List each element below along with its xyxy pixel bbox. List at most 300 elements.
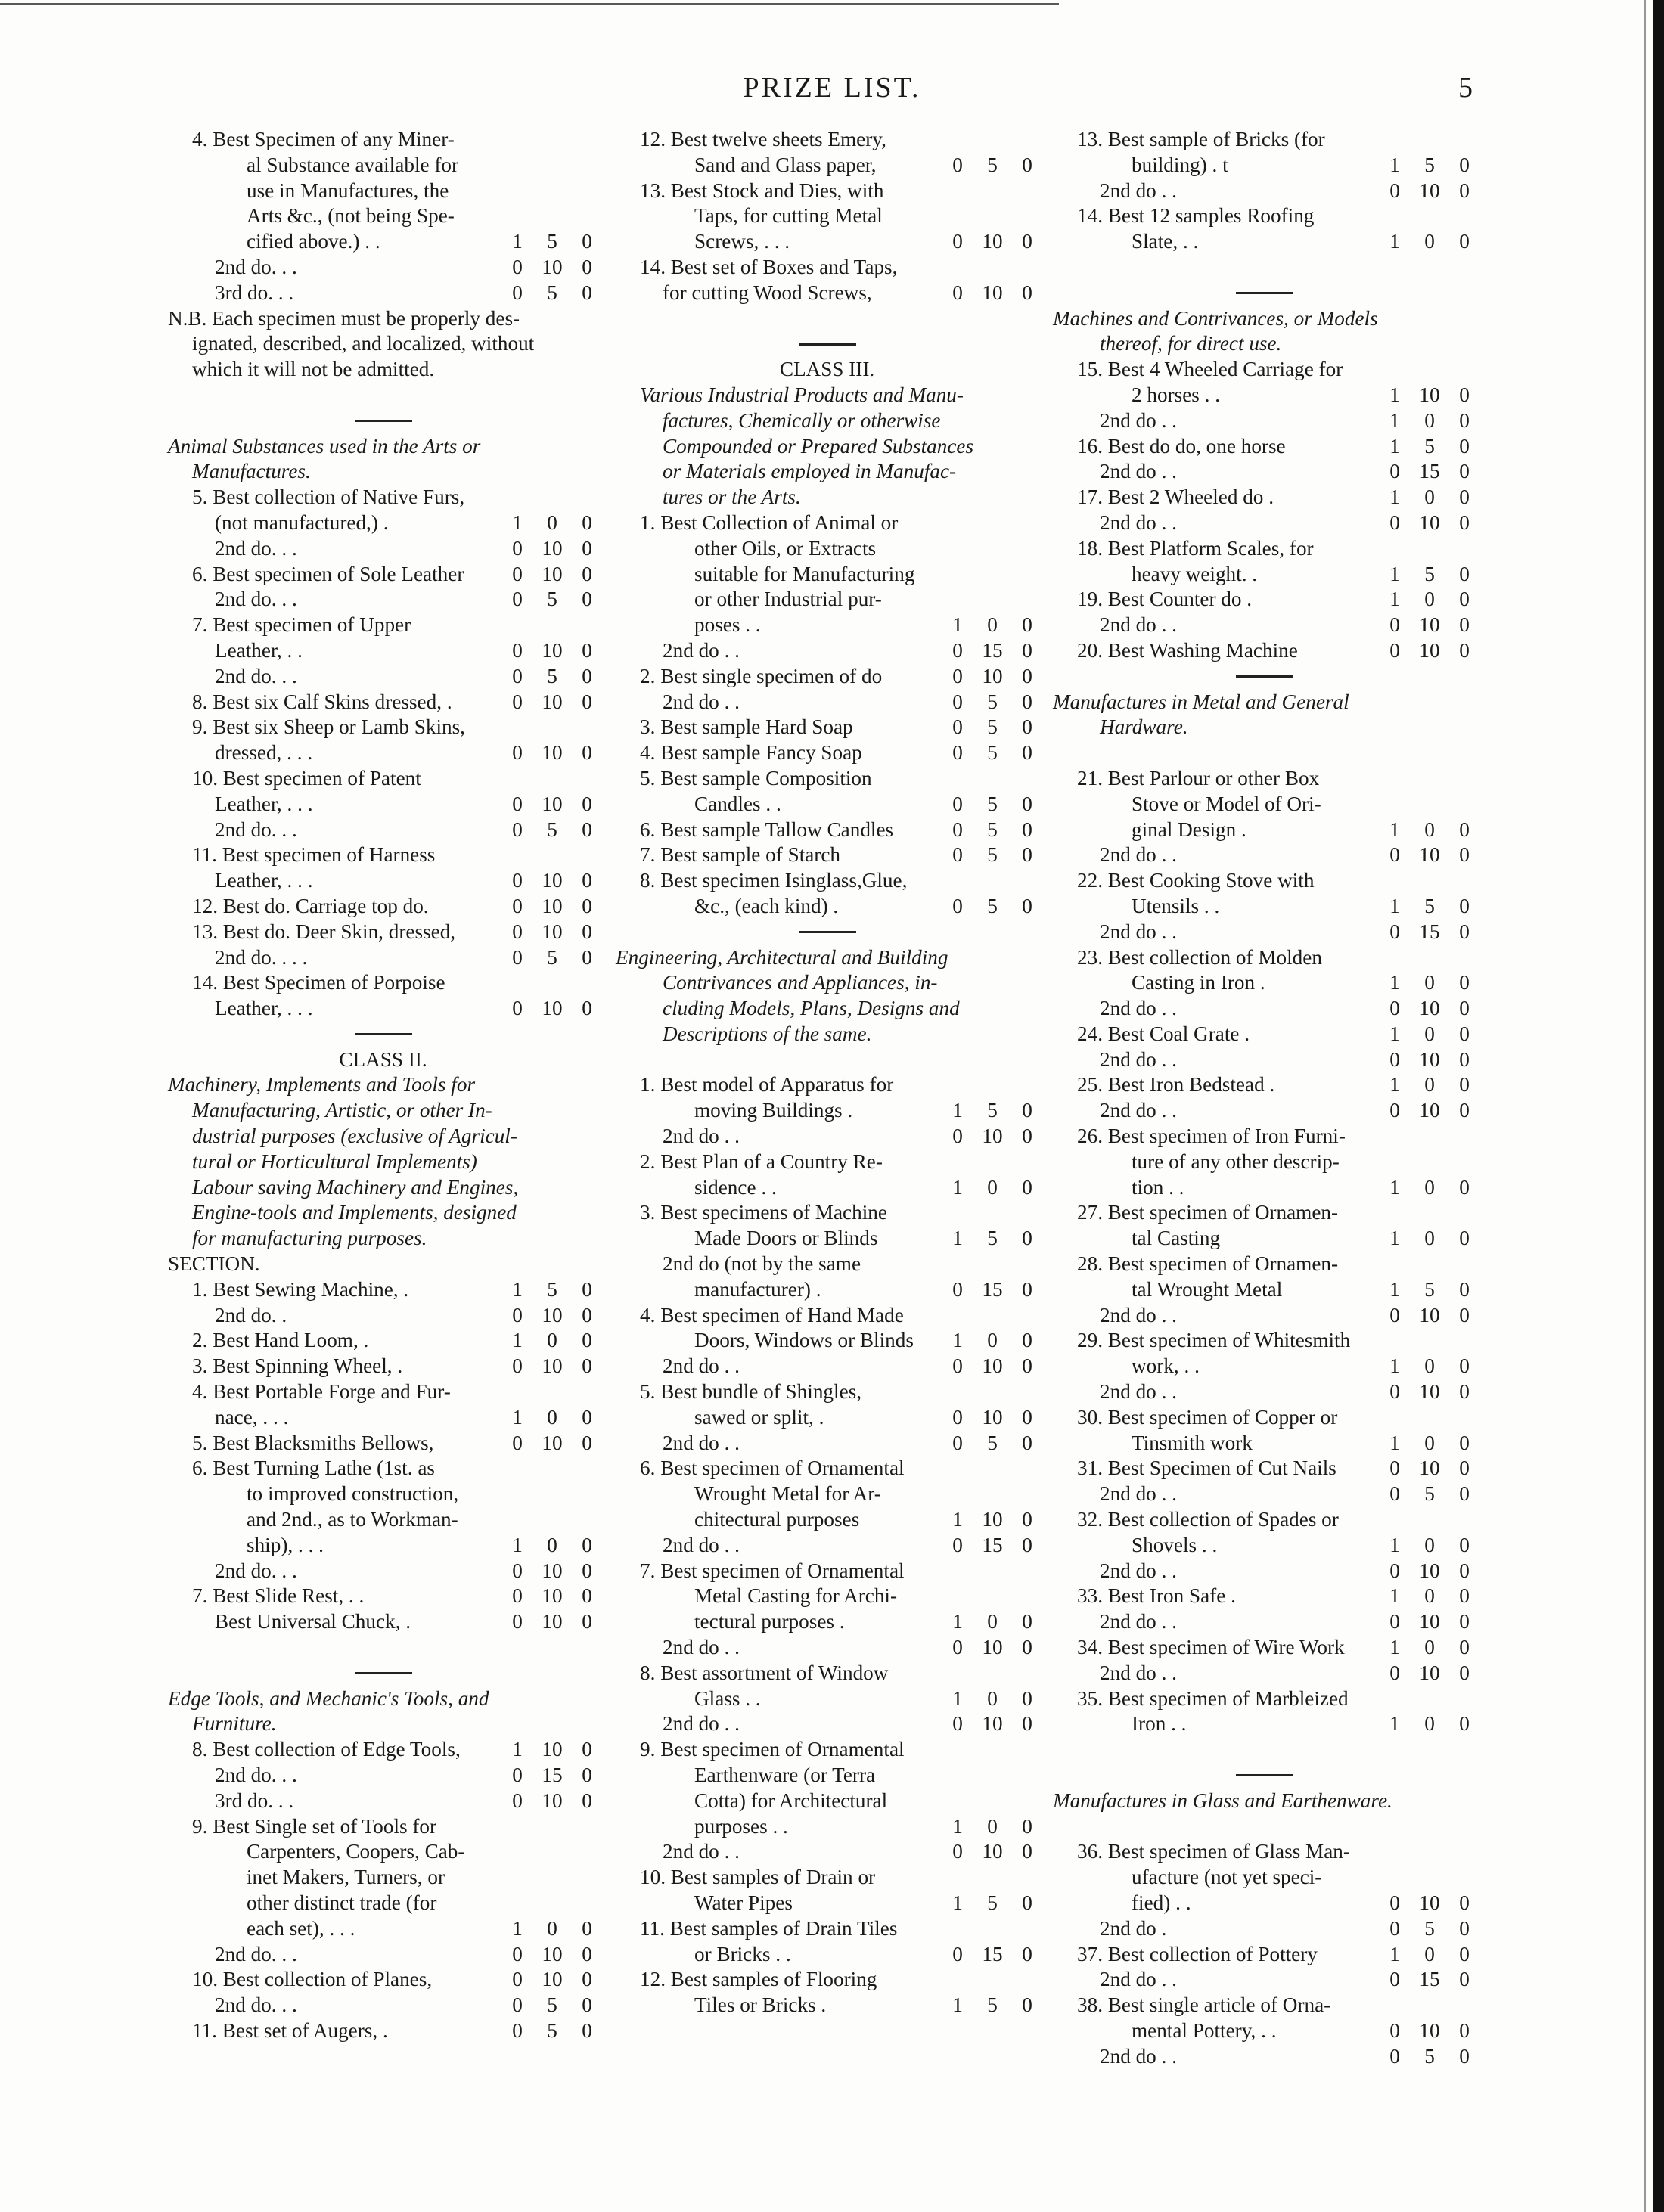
amount-pounds: 1	[952, 1099, 963, 1122]
amount-shillings: 10	[1419, 638, 1440, 662]
line-text: Iron . .	[1132, 1712, 1187, 1736]
prize-line	[1047, 613, 1482, 638]
line-text: 7. Best specimen of Ornamental	[640, 1559, 905, 1582]
line-text: Hardware.	[1100, 715, 1188, 739]
amount-pounds: 1	[952, 1993, 963, 2017]
amount-shillings: 5	[547, 1277, 557, 1301]
prize-line	[162, 1405, 604, 1431]
amount-pence: 0	[1022, 1814, 1032, 1838]
amount-pounds: 1	[1389, 408, 1400, 432]
amount-pence: 0	[582, 920, 592, 943]
prize-line	[1047, 1507, 1482, 1533]
line-text: 13. Best sample of Bricks (for	[1077, 128, 1325, 150]
prize-line	[1047, 817, 1482, 843]
amount-pence: 0	[582, 1277, 592, 1301]
prize-line	[162, 1456, 604, 1481]
prize-line	[1047, 894, 1482, 920]
line-text: 2nd do .	[1100, 1916, 1167, 1940]
prize-line	[1047, 1839, 1482, 1865]
line-text: ignated, described, and localized, without	[192, 332, 535, 355]
amount-pounds: 0	[512, 1968, 523, 1991]
amount-pounds: 0	[512, 894, 523, 917]
line-text: 30. Best specimen of Copper or	[1077, 1405, 1338, 1429]
line-text: work, . .	[1132, 1354, 1200, 1378]
category-heading-line	[162, 459, 604, 485]
prize-line	[610, 127, 1045, 153]
prize-line	[162, 1763, 604, 1789]
amount-shillings: 5	[1424, 153, 1435, 176]
line-text: 16. Best do do, one horse	[1077, 434, 1286, 458]
prize-line	[1047, 357, 1482, 383]
amount-pence: 0	[1022, 1840, 1032, 1863]
amount-pence: 0	[1459, 2044, 1470, 2068]
amount-shillings: 0	[1424, 817, 1435, 841]
prize-line	[610, 1252, 1045, 1277]
line-text: 5. Best Blacksmiths Bellows,	[192, 1431, 434, 1454]
prize-line	[162, 1354, 604, 1379]
line-text: Manufactures in Metal and General	[1053, 690, 1349, 713]
line-text: sawed or split, .	[694, 1405, 824, 1429]
amount-pounds: 1	[952, 1891, 963, 1914]
amount-pence: 0	[582, 817, 592, 841]
amount-pence: 0	[582, 1533, 592, 1556]
amount-pounds: 0	[1389, 613, 1400, 637]
amount-pounds: 1	[1389, 562, 1400, 585]
spacer	[1047, 1814, 1482, 1840]
prize-line	[610, 1814, 1045, 1840]
line-text: 3. Best sample Hard Soap	[640, 715, 853, 739]
amount-pounds: 0	[512, 1559, 523, 1582]
line-text: 11. Best samples of Drain Tiles	[640, 1916, 898, 1940]
amount-pence: 0	[1459, 562, 1470, 585]
prize-line	[610, 740, 1045, 766]
amount-pence: 0	[1022, 1175, 1032, 1199]
amount-pence: 0	[582, 562, 592, 585]
line-text: 3rd do. . .	[215, 1789, 294, 1812]
prize-line	[610, 1226, 1045, 1252]
amount-pence: 0	[1459, 1610, 1470, 1633]
prize-line	[1047, 203, 1482, 229]
prize-line	[162, 1328, 604, 1354]
amount-pounds: 1	[512, 510, 523, 534]
amount-shillings: 10	[982, 1840, 1003, 1863]
amount-pounds: 1	[1389, 1227, 1400, 1250]
prize-line	[610, 1993, 1045, 2018]
prize-line	[162, 1584, 604, 1609]
amount-pounds: 0	[952, 1431, 963, 1454]
amount-pounds: 0	[952, 153, 963, 176]
prize-line	[162, 1481, 604, 1507]
prize-line	[162, 842, 604, 868]
line-text: 38. Best single article of Orna-	[1077, 1993, 1331, 2017]
line-text: Screws, . . .	[694, 230, 790, 253]
line-text: 6. Best specimen of Sole Leather	[192, 562, 464, 585]
prize-line	[162, 638, 604, 664]
line-text: fied) . .	[1132, 1891, 1191, 1914]
amount-pounds: 0	[1389, 1610, 1400, 1633]
line-text: 27. Best specimen of Ornamen-	[1077, 1201, 1339, 1224]
amount-pence: 0	[1459, 1354, 1470, 1378]
amount-pence: 0	[582, 1431, 592, 1454]
amount-pounds: 0	[512, 1789, 523, 1812]
line-text: 2nd do . .	[1100, 1610, 1177, 1633]
prize-line	[610, 1507, 1045, 1533]
line-text: heavy weight. .	[1132, 562, 1258, 585]
amount-pounds: 0	[952, 1840, 963, 1863]
line-text: 7. Best specimen of Upper	[192, 613, 411, 637]
line-text: 2nd do . .	[663, 1431, 740, 1454]
amount-shillings: 5	[987, 1099, 998, 1122]
amount-pounds: 0	[1389, 1559, 1400, 1582]
category-heading-line	[162, 1200, 604, 1226]
spacer	[162, 1635, 604, 1661]
amount-pence: 0	[1022, 664, 1032, 687]
amount-pounds: 1	[1389, 1431, 1400, 1454]
line-text: Leather, . . .	[215, 869, 313, 892]
amount-shillings: 10	[982, 1405, 1003, 1429]
amount-shillings: 10	[982, 664, 1003, 687]
amount-shillings: 10	[1419, 510, 1440, 534]
line-text: 28. Best specimen of Ornamen-	[1077, 1252, 1339, 1276]
prize-line	[1047, 1379, 1482, 1405]
prize-line	[1047, 1252, 1482, 1277]
amount-pounds: 0	[952, 1405, 963, 1429]
amount-pounds: 1	[1389, 1584, 1400, 1608]
amount-shillings: 10	[1419, 1610, 1440, 1633]
category-heading-line	[162, 434, 604, 460]
amount-pounds: 0	[1389, 460, 1400, 483]
line-text: Best Universal Chuck, .	[215, 1610, 411, 1633]
prize-line	[162, 945, 604, 971]
amount-shillings: 5	[987, 792, 998, 815]
amount-pounds: 0	[952, 281, 963, 304]
line-text: 3. Best specimens of Machine	[640, 1201, 887, 1224]
line-text: 32. Best collection of Spades or	[1077, 1508, 1339, 1531]
amount-shillings: 0	[1424, 1533, 1435, 1556]
category-heading-line	[162, 1098, 604, 1124]
line-text: 33. Best Iron Safe .	[1077, 1584, 1236, 1608]
line-text: Cotta) for Architectural	[694, 1789, 888, 1812]
amount-shillings: 0	[987, 1175, 998, 1199]
line-text: nace, . . .	[215, 1405, 289, 1429]
amount-shillings: 10	[982, 1125, 1003, 1148]
amount-pence: 0	[1459, 486, 1470, 509]
amount-pounds: 0	[952, 715, 963, 739]
amount-shillings: 5	[987, 153, 998, 176]
line-text: Edge Tools, and Mechanic's Tools, and	[168, 1686, 489, 1710]
prize-line	[162, 1891, 604, 1916]
amount-pence: 0	[582, 1584, 592, 1608]
amount-pence: 0	[1022, 613, 1032, 637]
prize-line	[1047, 1686, 1482, 1712]
category-heading-line	[1047, 1789, 1482, 1814]
line-text: Water Pipes	[694, 1891, 793, 1914]
amount-shillings: 10	[542, 1303, 563, 1326]
prize-line	[610, 842, 1045, 868]
section-divider	[1047, 281, 1482, 306]
amount-shillings: 5	[547, 945, 557, 969]
prize-line	[1047, 766, 1482, 792]
prize-line	[162, 1431, 604, 1457]
amount-shillings: 10	[1419, 1047, 1440, 1071]
amount-pounds: 0	[952, 843, 963, 867]
line-text: to improved construction,	[247, 1482, 459, 1506]
prize-line	[610, 1942, 1045, 1968]
page-title: PRIZE LIST.	[743, 72, 921, 104]
line-text: Utensils . .	[1132, 894, 1220, 917]
prize-line	[162, 1789, 604, 1814]
prize-line	[1047, 1200, 1482, 1226]
line-text: 24. Best Coal Grate .	[1077, 1022, 1250, 1045]
prize-line	[162, 2018, 604, 2044]
amount-shillings: 5	[987, 894, 998, 917]
amount-pounds: 0	[512, 664, 523, 687]
amount-pence: 0	[1459, 588, 1470, 611]
line-text: Arts &c., (not being Spe-	[247, 204, 455, 228]
section-divider	[162, 408, 604, 434]
amount-shillings: 15	[1419, 920, 1440, 943]
line-text: Tiles or Bricks .	[694, 1993, 827, 2017]
prize-line	[162, 536, 604, 562]
prize-line	[610, 1354, 1045, 1379]
amount-pence: 0	[1022, 281, 1032, 304]
amount-shillings: 5	[1424, 562, 1435, 585]
line-text: factures, Chemically or otherwise	[663, 408, 941, 432]
prize-line	[610, 1431, 1045, 1457]
amount-pounds: 0	[512, 817, 523, 841]
amount-pounds: 0	[512, 1942, 523, 1965]
prize-line	[610, 613, 1045, 638]
line-text: Leather, . . .	[215, 997, 313, 1020]
line-text: 35. Best specimen of Marbleized	[1077, 1686, 1349, 1710]
line-text: and 2nd., as to Workman-	[247, 1508, 458, 1531]
amount-shillings: 0	[987, 1814, 998, 1838]
prize-line	[610, 1686, 1045, 1712]
prize-line	[162, 1609, 604, 1635]
amount-shillings: 10	[1419, 178, 1440, 202]
line-text: 2nd do . .	[1100, 1099, 1177, 1122]
prize-line	[610, 1584, 1045, 1609]
prize-line	[610, 1533, 1045, 1559]
prize-line	[610, 690, 1045, 715]
amount-shillings: 10	[542, 792, 563, 815]
amount-pence: 0	[1459, 613, 1470, 637]
line-text: 2nd do . .	[1100, 920, 1177, 943]
amount-shillings: 15	[1419, 1968, 1440, 1991]
line-text: 12. Best samples of Flooring	[640, 1968, 877, 1991]
amount-pence: 0	[1459, 460, 1470, 483]
amount-shillings: 5	[987, 741, 998, 765]
amount-pounds: 0	[952, 690, 963, 713]
category-heading-line	[610, 485, 1045, 510]
amount-pounds: 1	[1389, 1533, 1400, 1556]
amount-pounds: 0	[1389, 2044, 1400, 2068]
prize-line	[610, 1737, 1045, 1763]
line-text: Manufactures.	[192, 460, 311, 483]
amount-shillings: 10	[982, 1354, 1003, 1378]
amount-pounds: 1	[1389, 588, 1400, 611]
line-text: ginal Design .	[1132, 817, 1246, 841]
line-text: 6. Best specimen of Ornamental	[640, 1457, 905, 1480]
prize-line	[1047, 920, 1482, 945]
amount-shillings: 10	[542, 1968, 563, 1991]
amount-pounds: 0	[1389, 1047, 1400, 1071]
prize-line	[610, 1916, 1045, 1942]
prize-line	[162, 127, 604, 153]
line-text: chitectural purposes	[694, 1508, 860, 1531]
amount-pence: 0	[1022, 894, 1032, 917]
amount-pence: 0	[1459, 1968, 1470, 1991]
amount-pence: 0	[582, 1789, 592, 1812]
top-border-rule	[0, 3, 1059, 5]
amount-shillings: 5	[1424, 2044, 1435, 2068]
amount-shillings: 0	[1424, 1584, 1435, 1608]
prize-line	[1047, 2044, 1482, 2070]
amount-shillings: 10	[1419, 1099, 1440, 1122]
amount-pence: 0	[582, 1916, 592, 1940]
prize-line	[610, 1456, 1045, 1481]
prize-line	[162, 894, 604, 920]
prize-line	[610, 1149, 1045, 1175]
amount-pence: 0	[1022, 1329, 1032, 1352]
line-text: 6. Best Turning Lathe (1st. as	[192, 1457, 435, 1480]
amount-shillings: 0	[1424, 486, 1435, 509]
amount-pence: 0	[1022, 1125, 1032, 1148]
amount-shillings: 5	[547, 2018, 557, 2042]
amount-pence: 0	[582, 230, 592, 253]
amount-pence: 0	[1459, 1916, 1470, 1940]
line-text: 37. Best collection of Pottery	[1077, 1942, 1318, 1965]
amount-pounds: 0	[512, 690, 523, 713]
amount-shillings: 10	[982, 1636, 1003, 1659]
section-divider	[162, 1661, 604, 1686]
line-text: thereof, for direct use.	[1100, 332, 1282, 355]
amount-pence: 0	[582, 1405, 592, 1429]
amount-pounds: 1	[1389, 1073, 1400, 1097]
prize-line	[162, 331, 604, 357]
prize-line	[162, 1277, 604, 1303]
line-text: 2nd do . .	[663, 1125, 740, 1148]
category-heading-line	[162, 1711, 604, 1737]
amount-shillings: 5	[1424, 434, 1435, 458]
prize-line	[1047, 383, 1482, 408]
line-text: other distinct trade (for	[247, 1891, 437, 1914]
prize-line	[162, 1303, 604, 1329]
amount-shillings: 10	[1419, 383, 1440, 406]
prize-line	[610, 1559, 1045, 1584]
prize-line	[610, 638, 1045, 664]
amount-pence: 0	[582, 690, 592, 713]
amount-pence: 0	[1022, 792, 1032, 815]
line-text: other Oils, or Extracts	[694, 536, 877, 560]
amount-pence: 0	[1459, 1022, 1470, 1045]
amount-shillings: 10	[1419, 1661, 1440, 1684]
page-number: 5	[1458, 72, 1473, 104]
amount-pence: 0	[1022, 153, 1032, 176]
amount-pence: 0	[1459, 1457, 1470, 1480]
amount-pounds: 0	[1389, 1099, 1400, 1122]
line-text: 14. Best Specimen of Porpoise	[192, 971, 445, 994]
line-text: 2nd do . .	[1100, 997, 1177, 1020]
line-text: Wrought Metal for Ar-	[694, 1482, 881, 1506]
category-heading-line	[1047, 690, 1482, 715]
amount-shillings: 0	[987, 613, 998, 637]
prize-line	[1047, 945, 1482, 971]
line-text: 5. Best bundle of Shingles,	[640, 1380, 862, 1404]
category-heading-line	[1047, 331, 1482, 357]
amount-shillings: 10	[542, 1354, 563, 1378]
amount-pounds: 1	[952, 1329, 963, 1352]
prize-column-2	[610, 127, 1045, 2018]
line-text: 2 horses . .	[1132, 383, 1221, 406]
amount-pence: 0	[1459, 1277, 1470, 1301]
prize-line	[162, 1993, 604, 2018]
amount-pounds: 0	[512, 1303, 523, 1326]
prize-line	[610, 1661, 1045, 1686]
line-text: 10. Best collection of Planes,	[192, 1968, 433, 1991]
amount-pence: 0	[1459, 383, 1470, 406]
amount-shillings: 0	[1424, 230, 1435, 253]
prize-line	[610, 1098, 1045, 1124]
line-text: ture of any other descrip-	[1132, 1149, 1340, 1173]
amount-pence: 0	[1022, 1354, 1032, 1378]
amount-pounds: 0	[512, 1431, 523, 1454]
prize-line	[162, 1379, 604, 1405]
category-heading-line	[162, 1072, 604, 1098]
amount-shillings: 0	[1424, 1022, 1435, 1045]
prize-line	[1047, 1124, 1482, 1149]
prize-line	[1047, 1711, 1482, 1737]
amount-pence: 0	[582, 1968, 592, 1991]
line-text: 2nd do . .	[1100, 1380, 1177, 1404]
prize-line	[1047, 1584, 1482, 1609]
amount-pence: 0	[1459, 1584, 1470, 1608]
line-text: Contrivances and Appliances, in-	[663, 971, 938, 994]
prize-column-1	[162, 127, 604, 2044]
prize-line	[610, 587, 1045, 613]
amount-pounds: 0	[952, 817, 963, 841]
prize-line	[162, 153, 604, 178]
prize-line	[1047, 842, 1482, 868]
amount-pounds: 0	[512, 536, 523, 560]
amount-shillings: 10	[542, 1789, 563, 1812]
prize-line	[162, 281, 604, 306]
line-text: Compounded or Prepared Substances	[663, 434, 974, 458]
prize-line	[162, 1533, 604, 1559]
line-text: building) . t	[1132, 153, 1228, 176]
amount-pence: 0	[1022, 1993, 1032, 2017]
prize-line	[162, 817, 604, 843]
amount-pounds: 0	[952, 1942, 963, 1965]
line-text: Metal Casting for Archi-	[694, 1584, 898, 1608]
amount-pence: 0	[1459, 817, 1470, 841]
prize-line	[1047, 1865, 1482, 1891]
amount-pence: 0	[582, 1329, 592, 1352]
line-text: &c., (each kind) .	[694, 894, 839, 917]
prize-line	[162, 1916, 604, 1942]
amount-pounds: 0	[1389, 178, 1400, 202]
amount-pence: 0	[1459, 1559, 1470, 1582]
amount-pounds: 0	[512, 920, 523, 943]
line-text: N.B. Each specimen must be properly des-	[168, 306, 520, 330]
prize-line	[162, 510, 604, 536]
prize-line	[1047, 1635, 1482, 1661]
line-text: 2nd do . .	[1100, 613, 1177, 637]
prize-line	[1047, 1047, 1482, 1073]
line-text: 25. Best Iron Bedstead .	[1077, 1073, 1275, 1097]
prize-line	[162, 306, 604, 332]
amount-pence: 0	[1022, 715, 1032, 739]
